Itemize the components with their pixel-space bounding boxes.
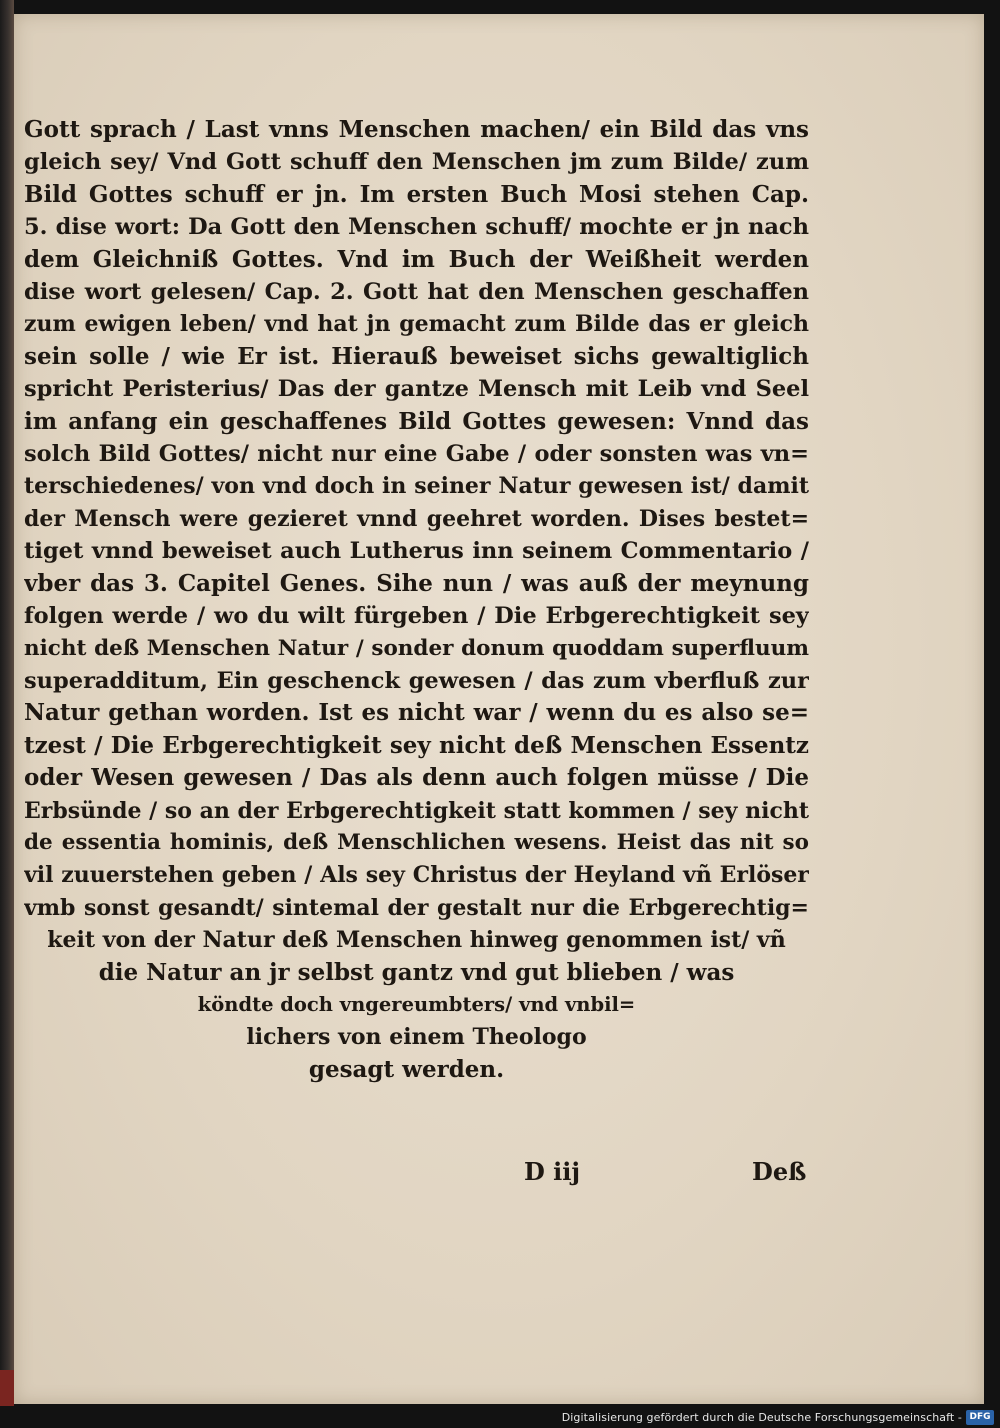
text-line: zum ewigen leben/ vnd hat jn gemacht zum Bilde das er gleich	[24, 311, 809, 338]
text-line: nicht deß Menschen Natur / sonder donum quoddam superfluum	[24, 635, 809, 661]
book-page	[14, 14, 984, 1404]
text-line: vmb sonst gesandt/ sintemal der gestalt nur die Erbgerechtig=	[24, 894, 809, 921]
text-line: keit von der Natur deß Menschen hinweg genommen ist/ vñ	[47, 927, 786, 954]
catchword: Deß	[752, 1157, 807, 1186]
text-line: Natur gethan worden. Ist es nicht war / wenn du es also se=	[24, 699, 809, 727]
body-text	[24, 114, 809, 1086]
book-edge	[0, 0, 14, 1408]
text-line: Bild Gottes schuff er jn. Im ersten Buch Mosi stehen Cap.	[24, 180, 809, 208]
text-line: terschiedenes/ von vnd doch in seiner Natur gewesen ist/ damit	[24, 473, 809, 500]
page-footer	[14, 1157, 994, 1193]
text-line: 5. dise wort: Da Gott den Menschen schuff/ mochte er jn nach	[24, 214, 809, 241]
text-line: vber das 3. Capitel Genes. Sihe nun / was auß der meynung	[24, 569, 809, 597]
binding-mark	[0, 1370, 14, 1410]
text-line: dise wort gelesen/ Cap. 2. Gott hat den Menschen geschaffen	[24, 279, 809, 306]
text-line: tzest / Die Erbgerechtigkeit sey nicht deß Menschen Essentz	[24, 731, 809, 759]
text-line: Gott sprach / Last vnns Menschen machen/ ein Bild das vns	[24, 116, 809, 143]
text-line: oder Wesen gewesen / Das als denn auch folgen müsse / Die	[24, 764, 809, 792]
signature-mark: D iij	[524, 1157, 581, 1186]
text-line: gesagt werden.	[308, 1055, 505, 1083]
credit-bar	[0, 1406, 1000, 1428]
text-line: vil zuuerstehen geben / Als sey Christus der Heyland vñ Erlöser	[24, 862, 809, 889]
text-line: köndte doch vngereumbters/ vnd vnbil=	[197, 992, 636, 1016]
text-line: spricht Peristerius/ Das der gantze Mensch mit Leib vnd Seel	[24, 376, 809, 403]
text-line: sein solle / wie Er ist. Hierauß beweiset sichs gewaltiglich	[24, 342, 809, 370]
text-line: dem Gleichniß Gottes. Vnd im Buch der Weißheit werden	[24, 245, 809, 273]
text-line: folgen werde / wo du wilt fürgeben / Die Erbgerechtigkeit sey	[24, 603, 809, 630]
text-line: der Mensch were gezieret vnnd geehret worden. Dises bestet=	[24, 505, 809, 532]
text-line: tiget vnnd beweiset auch Lutherus inn seinem Commentario /	[24, 538, 809, 565]
funding-credit: Digitalisierung gefördert durch die Deutsche Forschungsgemeinschaft -	[561, 1411, 962, 1424]
text-line: superadditum, Ein geschenck gewesen / das zum vberfluß zur	[24, 667, 809, 694]
text-line: solch Bild Gottes/ nicht nur eine Gabe / oder sonsten was vn=	[24, 441, 809, 468]
text-line: gleich sey/ Vnd Gott schuff den Menschen jm zum Bilde/ zum	[24, 149, 809, 176]
text-line: lichers von einem Theologo	[246, 1024, 587, 1051]
text-line: im anfang ein geschaffenes Bild Gottes gewesen: Vnnd das	[24, 407, 809, 435]
text-line: die Natur an jr selbst gantz vnd gut blieben / was	[98, 958, 735, 986]
text-line: de essentia hominis, deß Menschlichen wesens. Heist das nit so	[24, 829, 809, 855]
text-line: Erbsünde / so an der Erbgerechtigkeit statt kommen / sey nicht	[24, 797, 809, 824]
dfg-logo-badge: DFG	[966, 1410, 994, 1425]
